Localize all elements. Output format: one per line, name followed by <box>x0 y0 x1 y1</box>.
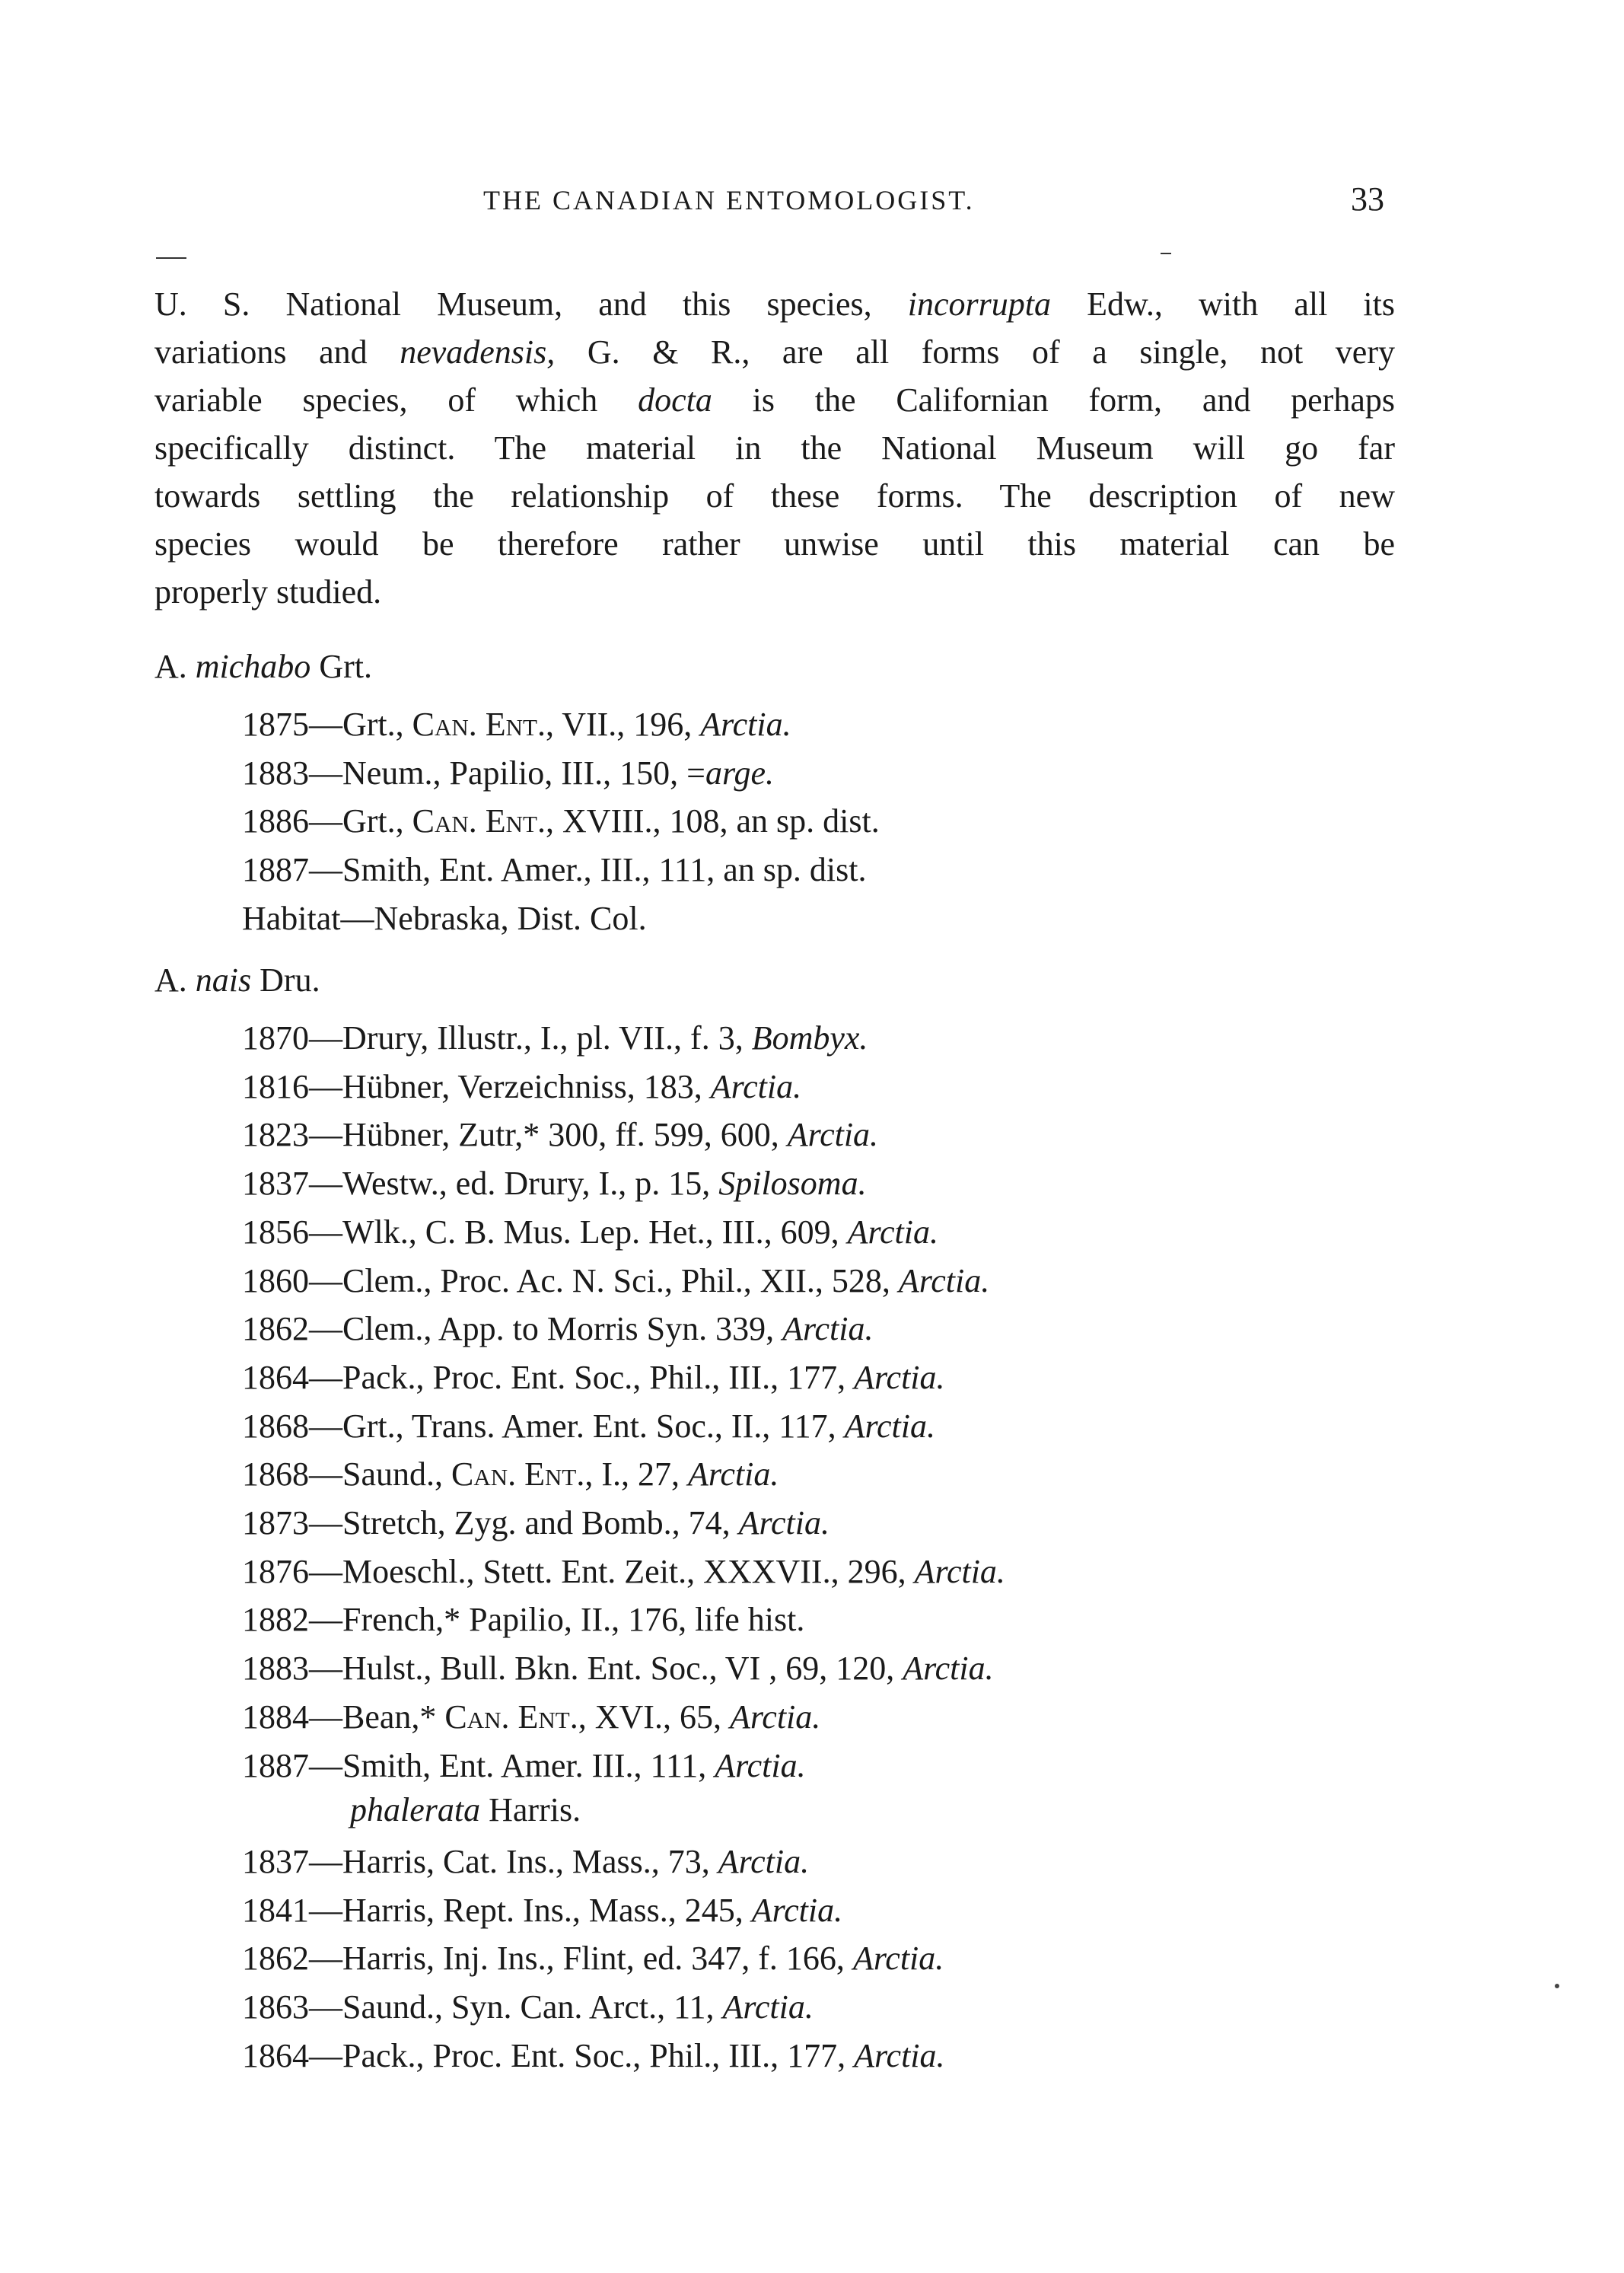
italic-text: arge. <box>705 754 775 792</box>
italic-text: Arctia. <box>718 1843 810 1880</box>
small-caps-text: Can. Ent. <box>444 1698 578 1736</box>
paragraph-line: variable species, of which docta is the Californian form, and perhaps <box>154 381 1395 419</box>
intro-paragraph <box>154 280 1395 616</box>
reference-entry: 1862—Clem., App. to Morris Syn. 339, Arctia. <box>242 1310 874 1348</box>
italic-text: Arctia. <box>844 1407 935 1445</box>
italic-text: Arctia. <box>854 2036 945 2074</box>
reference-entry: 1862—Harris, Inj. Ins., Flint, ed. 347, f. 166, Arctia. <box>242 1940 944 1978</box>
subvariety-heading: phalerata Harris. <box>350 1791 581 1828</box>
reference-entry: 1837—Westw., ed. Drury, I., p. 15, Spilosoma. <box>242 1165 867 1203</box>
small-caps-text: Can. Ent. <box>451 1455 585 1494</box>
header-rule-mark-left <box>156 257 186 259</box>
italic-text: phalerata <box>350 1791 481 1828</box>
italic-text: Arctia. <box>687 1455 779 1494</box>
reference-list <box>242 700 880 943</box>
reference-entry: 1887—Smith, Ent. Amer. III., 111, Arctia. <box>242 1746 806 1784</box>
italic-text: Arctia. <box>852 1940 944 1978</box>
italic-text: michabo <box>195 648 311 685</box>
italic-text: Bombyx. <box>751 1019 868 1057</box>
italic-text: Arctia. <box>903 1650 994 1688</box>
italic-text: Arctia. <box>738 1504 830 1542</box>
italic-text: Arctia. <box>715 1746 806 1784</box>
reference-entry: 1841—Harris, Rept. Ins., Mass., 245, Arctia. <box>242 1891 843 1929</box>
reference-entry: 1883—Neum., Papilio, III., 150, =arge. <box>242 754 775 792</box>
paragraph-line: properly studied. <box>154 573 382 610</box>
reference-entry: Habitat—Nebraska, Dist. Col. <box>242 899 647 937</box>
italic-text: Arctia. <box>854 1358 945 1396</box>
paragraph-line: towards settling the relationship of these forms. The description of new <box>154 477 1395 515</box>
italic-text: Arctia. <box>787 1116 879 1154</box>
reference-entry: 1875—Grt., Can. Ent., VII., 196, Arctia. <box>242 706 791 743</box>
reference-entry: 1876—Moeschl., Stett. Ent. Zeit., XXXVII., 296, Arctia. <box>242 1552 1005 1590</box>
italic-text: Arctia. <box>782 1310 874 1348</box>
italic-text: Arctia. <box>751 1891 843 1929</box>
reference-entry: 1863—Saund., Syn. Can. Arct., 11, Arctia. <box>242 1988 814 2026</box>
reference-entry: 1868—Saund., Can. Ent., I., 27, Arctia. <box>242 1455 779 1494</box>
italic-text: nais <box>195 961 252 999</box>
reference-entry: 1837—Harris, Cat. Ins., Mass., 73, Arctia. <box>242 1843 810 1880</box>
reference-entry: 1883—Hulst., Bull. Bkn. Ent. Soc., VI , 69, 120, Arctia. <box>242 1650 994 1688</box>
species-heading: A. nais Dru. <box>154 961 320 999</box>
subvariety-reference-list <box>242 1838 945 2080</box>
italic-text: Arctia. <box>898 1261 990 1299</box>
reference-entry: 1887—Smith, Ent. Amer., III., 111, an sp. dist. <box>242 851 867 889</box>
page-number: 33 <box>1351 180 1384 218</box>
paragraph-line: species would be therefore rather unwise until this material can be <box>154 525 1395 563</box>
journal-title: THE CANADIAN ENTOMOLOGIST. <box>483 185 975 215</box>
italic-text: Arctia. <box>914 1552 1005 1590</box>
italic-text: Arctia. <box>700 706 791 743</box>
paragraph-line: variations and nevadensis, G. & R., are all forms of a single, not very <box>154 333 1395 371</box>
species-heading: A. michabo Grt. <box>154 648 372 685</box>
reference-entry: 1886—Grt., Can. Ent., XVIII., 108, an sp. dist. <box>242 802 880 840</box>
italic-text: nevadensis, <box>400 333 556 371</box>
reference-entry: 1816—Hübner, Verzeichniss, 183, Arctia. <box>242 1067 802 1105</box>
header-rule-mark-right <box>1161 253 1171 254</box>
running-head <box>0 180 1624 230</box>
reference-entry: 1868—Grt., Trans. Amer. Ent. Soc., II., 117, Arctia. <box>242 1407 935 1445</box>
small-caps-text: Can. Ent. <box>412 706 546 743</box>
reference-entry: 1860—Clem., Proc. Ac. N. Sci., Phil., XII., 528, Arctia. <box>242 1261 990 1299</box>
italic-text: Arctia. <box>710 1067 802 1105</box>
paragraph-line: U. S. National Museum, and this species, incorrupta Edw., with all its <box>154 285 1395 323</box>
italic-text: Arctia. <box>729 1698 821 1736</box>
italic-text: incorrupta <box>907 285 1051 323</box>
reference-entry: 1864—Pack., Proc. Ent. Soc., Phil., III., 177, Arctia. <box>242 1358 945 1396</box>
reference-list <box>242 1014 1005 1790</box>
reference-entry: 1864—Pack., Proc. Ent. Soc., Phil., III., 177, Arctia. <box>242 2036 945 2074</box>
italic-text: Spilosoma. <box>718 1165 867 1203</box>
paragraph-line: specifically distinct. The material in the National Museum will go far <box>154 429 1395 467</box>
italic-text: Arctia. <box>847 1213 938 1251</box>
italic-text: docta <box>638 381 712 419</box>
reference-entry: 1884—Bean,* Can. Ent., XVI., 65, Arctia. <box>242 1698 821 1736</box>
reference-entry: 1870—Drury, Illustr., I., pl. VII., f. 3, Bombyx. <box>242 1019 868 1057</box>
reference-entry: 1873—Stretch, Zyg. and Bomb., 74, Arctia. <box>242 1504 830 1542</box>
reference-entry: 1823—Hübner, Zutr,* 300, ff. 599, 600, Arctia. <box>242 1116 879 1154</box>
reference-entry: 1882—French,* Papilio, II., 176, life hist. <box>242 1601 805 1639</box>
reference-entry: 1856—Wlk., C. B. Mus. Lep. Het., III., 609, Arctia. <box>242 1213 938 1251</box>
margin-speck <box>1555 1984 1559 1988</box>
italic-text: Arctia. <box>722 1988 814 2026</box>
small-caps-text: Can. Ent. <box>412 802 546 840</box>
